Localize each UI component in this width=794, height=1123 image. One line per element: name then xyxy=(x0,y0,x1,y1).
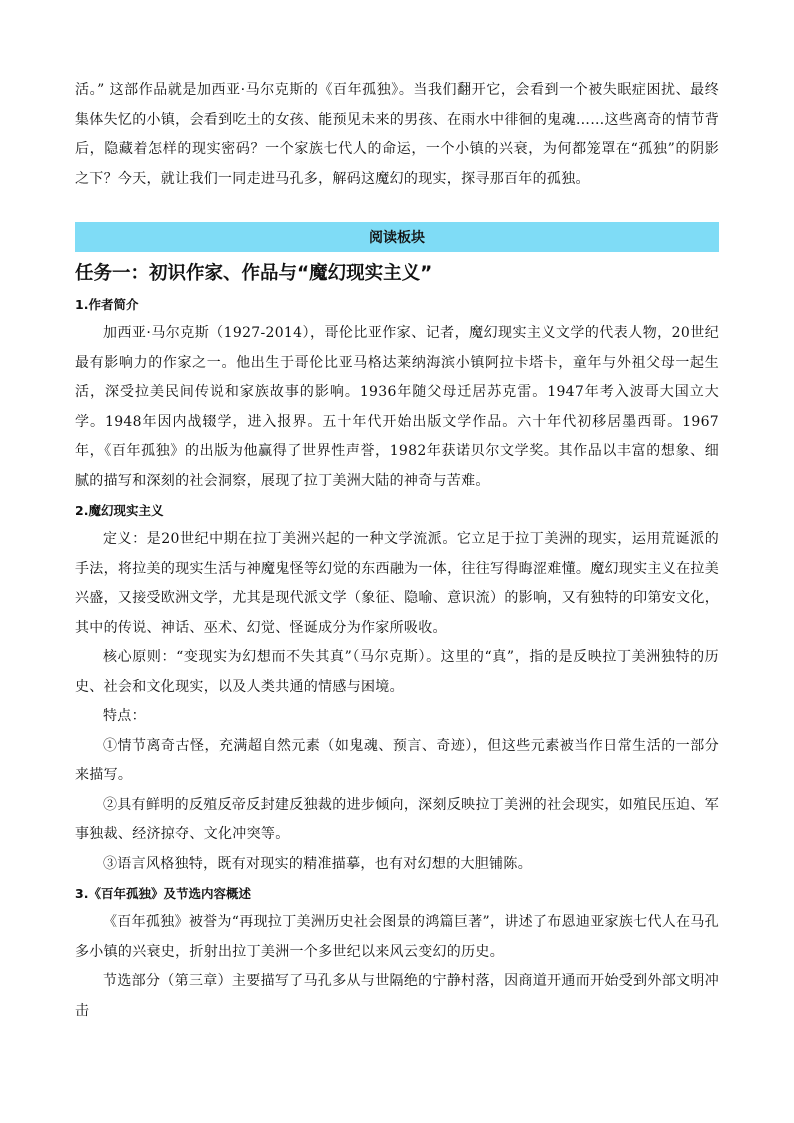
feature-item-3: ③语言风格独特，既有对现实的精准描摹，也有对幻想的大胆铺陈。 xyxy=(103,855,532,872)
document-page xyxy=(75,76,719,1026)
feature-item-1: ①情节离奇古怪，充满超自然元素（如鬼魂、预言、奇迹），但这些元素被当作日常生活的一部分来描写。 xyxy=(75,737,719,783)
magic-realism-heading: 2.魔幻现实主义 xyxy=(75,503,164,518)
author-intro-heading: 1.作者简介 xyxy=(75,297,139,312)
definition-paragraph: 定义：是20世纪中期在拉丁美洲兴起的一种文学流派。它立足于拉丁美洲的现实，运用荒诞派的手法，将拉美的现实生活与神魔鬼怪等幻觉的东西融为一体，往往写得晦涩难懂。魔幻现实主义在拉美兴盛，又接受欧洲文学，尤其是现代派文学（象征、隐喻、意识流）的影响，又有独特的印第安文化，其中的传说、神话、巫术、幻觉、怪诞成分为作家所吸收。 xyxy=(75,531,719,636)
novel-overview-paragraph: 《百年孤独》被誉为“再现拉丁美洲历史社会图景的鸿篇巨著”，讲述了布恩迪亚家族七代人在马孔多小镇的兴衰史，折射出拉丁美洲一个多世纪以来风云变幻的历史。 xyxy=(75,914,719,960)
excerpt-summary-paragraph: 节选部分（第三章）主要描写了马孔多从与世隔绝的宁静村落，因商道开通而开始受到外部文明冲击 xyxy=(75,973,719,1019)
task-heading: 任务一：初识作家、作品与“魔幻现实主义” xyxy=(75,263,433,284)
novel-overview-heading: 3.《百年孤独》及节选内容概述 xyxy=(75,886,251,901)
author-intro-paragraph: 加西亚·马尔克斯（1927-2014），哥伦比亚作家、记者，魔幻现实主义文学的代表人物，20世纪最有影响力的作家之一。他出生于哥伦比亚马格达莱纳海滨小镇阿拉卡塔卡，童年与外祖父母一起生活，深受拉美民间传说和家族故事的影响。1936年随父母迁居苏克雷。1947年考入波哥大国立大学。1948年因内战辍学，进入报界。五十年代开始出版文学作品。六十年代初移居墨西哥。1967年，《百年孤独》的出版为他赢得了世界性声誉，1982年获诺贝尔文学奖。其作品以丰富的想象、细腻的描写和深刻的社会洞察，展现了拉丁美洲大陆的神奇与苦难。 xyxy=(75,325,719,489)
feature-item-2: ②具有鲜明的反殖反帝反封建反独裁的进步倾向，深刻反映拉丁美洲的社会现实，如殖民压迫、军事独裁、经济掠夺、文化冲突等。 xyxy=(75,796,719,842)
reading-section-banner xyxy=(75,222,719,252)
intro-paragraph: 活。” 这部作品就是加西亚·马尔克斯的《百年孤独》。当我们翻开它，会看到一个被失眠症困扰、最终集体失忆的小镇，会看到吃土的女孩、能预见未来的男孩、在雨水中徘徊的鬼魂……这些离奇的情节背后，隐藏着怎样的现实密码？一个家族七代人的命运，一个小镇的兴衰，为何都笼罩在“孤独”的阴影之下？今天，就让我们一同走进马孔多，解码这魔幻的现实，探寻那百年的孤独。 xyxy=(75,82,719,187)
spacer xyxy=(75,194,719,208)
core-principle-paragraph: 核心原则：“变现实为幻想而不失其真”（马尔克斯）。这里的“真”，指的是反映拉丁美洲独特的历史、社会和文化现实，以及人类共通的情感与困境。 xyxy=(75,649,719,695)
banner-label: 阅读板块 xyxy=(369,230,425,246)
features-label: 特点： xyxy=(103,708,146,724)
